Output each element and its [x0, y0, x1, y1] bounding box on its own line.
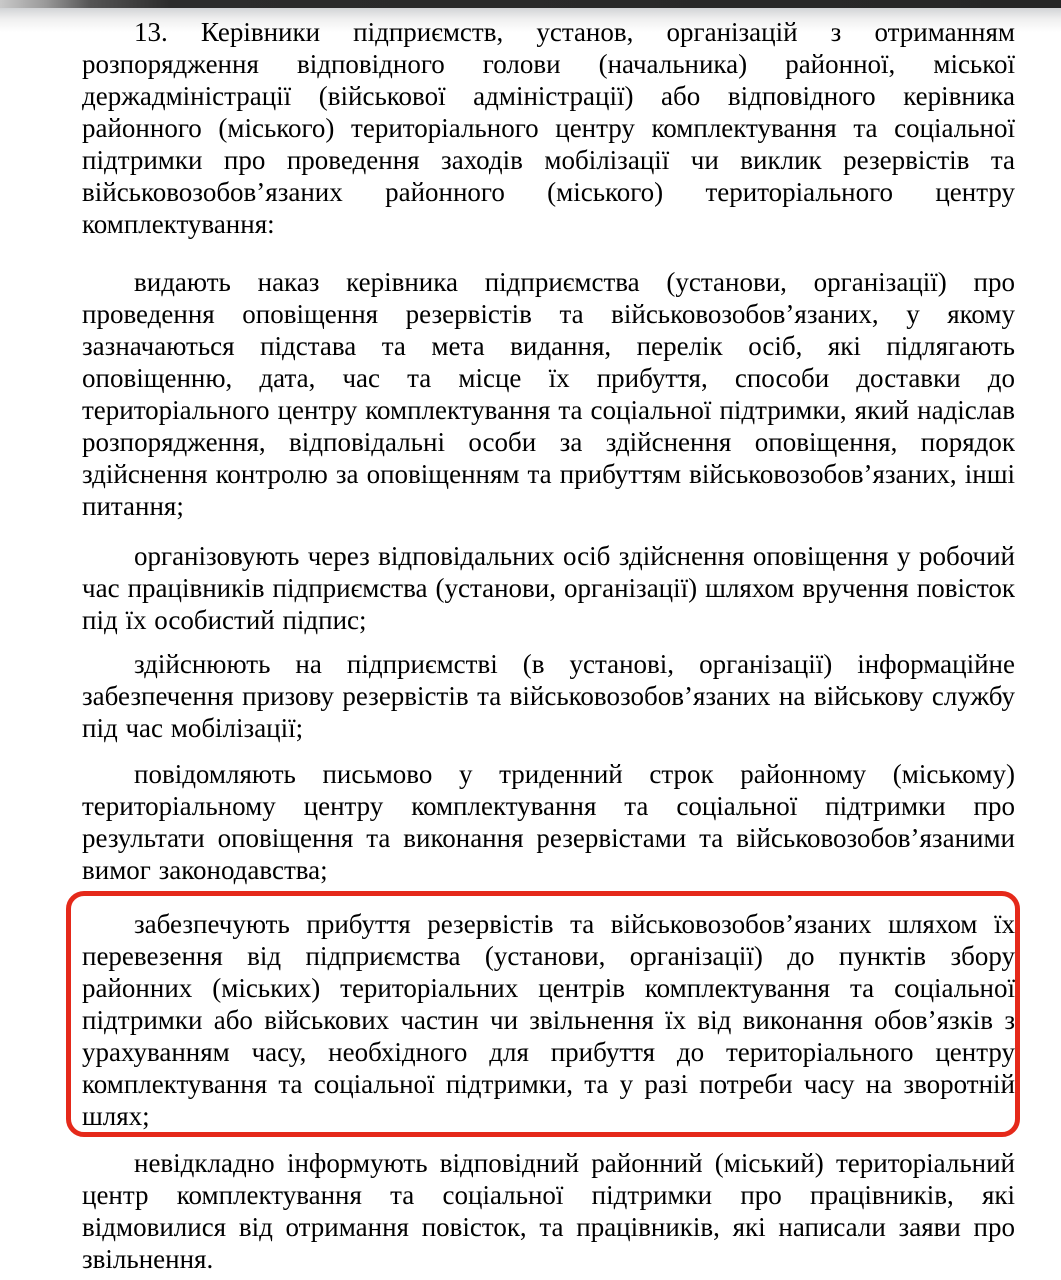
paragraph-issue-order: видають наказ керівника підприємства (установи, організації) про проведення оповіщення резервістів та військовозобов’язаних, у якому зазначаються підстава та мета видання, перелік осіб, які підлягають оповіщенню, дата, час та місце їх прибуття, способи доставки до територіального центру комплектування та соціальної підтримки, який надіслав розпорядження, відповідальні особи за здійснення оповіщення, порядок здійснення контролю за оповіщенням та прибуттям військовозобов’язаних, інші питання; [82, 267, 1015, 521]
paragraph-report-results: повідомляють письмово у триденний строк районному (міському) територіальному центру комплектування та соціальної підтримки про результати оповіщення та виконання резервістами та військовозобов’язаними вимог законодавства; [82, 759, 1015, 885]
paragraph-organize-notification: організовують через відповідальних осіб здійснення оповіщення у робочий час працівників підприємства (установи, організації) шляхом вручення повісток під їх особистий підпис; [82, 541, 1015, 635]
paragraph-information-support: здійснюють на підприємстві (в установі, організації) інформаційне забезпечення призову резервістів та військовозобов’язаних на військову службу під час мобілізації; [82, 649, 1015, 743]
paragraph-ensure-arrival-highlighted: забезпечують прибуття резервістів та військовозобов’язаних шляхом їх перевезення від підприємства (установи, організації) до пунктів збору районних (міських) територіальних центрів комплектування та соціальної підтримки або військових частин чи звільнення їх від виконання обов’язків з урахуванням часу, необхідного для прибуття до територіального центру комплектування та соціальної підтримки, та у разі потреби часу на зворотній шлях; [82, 909, 1015, 1131]
red-highlight-box [66, 891, 1020, 1137]
paragraph-13-intro: 13. Керівники підприємств, установ, організацій з отриманням розпорядження відповідного голови (начальника) районної, міської держадміністрації (військової адміністрації) або відповідного керівника районного (міського) територіального центру комплектування та соціальної підтримки про проведення заходів мобілізації чи виклик резервістів та військовозобов’язаних районного (міського) територіального центру комплектування: [82, 17, 1015, 239]
paragraph-immediate-inform: невідкладно інформують відповідний районний (міський) територіальний центр комплектування та соціальної підтримки про працівників, які відмовилися від отримання повісток, та працівників, які написали заяви про звільнення. [82, 1148, 1015, 1274]
